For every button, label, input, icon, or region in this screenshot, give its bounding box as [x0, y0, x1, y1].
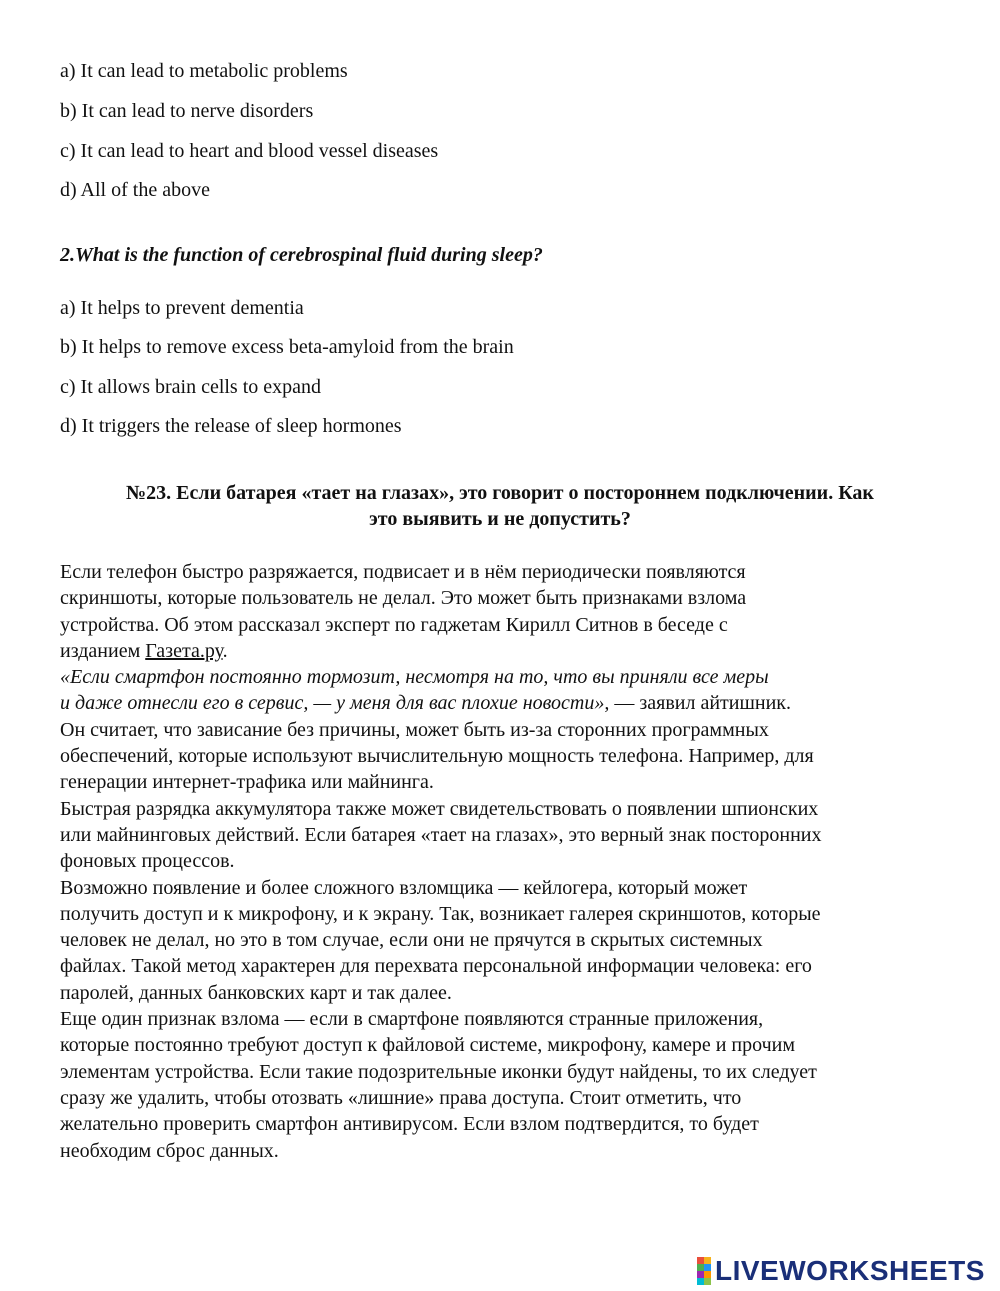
article-line: Еще один признак взлома — если в смартфоне появляются странные приложения,: [60, 1008, 764, 1031]
article-line: паролей, данных банковских карт и так далее.: [60, 981, 452, 1004]
q2-option-d: d) It triggers the release of sleep hormones: [60, 415, 402, 437]
article-heading-line1: №23. Если батарея «тает на глазах», это говорит о постороннем подключении. Как: [126, 482, 874, 504]
q1-option-a: a) It can lead to metabolic problems: [60, 60, 348, 82]
quote-line: «Если смартфон постоянно тормозит, несмотря на то, что вы приняли все меры: [60, 666, 769, 689]
logo-square: [697, 1271, 704, 1278]
logo-square: [704, 1271, 711, 1278]
article-line: Если телефон быстро разряжается, подвисает и в нём периодически появляются: [60, 561, 746, 583]
article-line: обеспечений, которые используют вычислительную мощность телефона. Например, для: [60, 745, 814, 768]
quote-line-with-attribution: [60, 690, 960, 716]
question-2-title: 2.What is the function of cerebrospinal fluid during sleep?: [60, 244, 543, 266]
logo-text: LIVEWORKSHEETS: [715, 1255, 985, 1286]
quote-attribution: — заявил айтишник.: [609, 692, 792, 715]
article-body: [60, 559, 960, 1164]
article-line: получить доступ и к микрофону, и к экрану. Так, возникает галерея скриншотов, которые: [60, 902, 821, 925]
article-heading-line2: это выявить и не допустить?: [369, 508, 631, 530]
q1-option-d: d) All of the above: [60, 179, 210, 201]
logo-square: [697, 1257, 704, 1264]
article-line: генерации интернет-трафика или майнинга.: [60, 771, 434, 794]
article-line: желательно проверить смартфон антивирусом. Если взлом подтвердится, то будет: [60, 1113, 759, 1136]
article-line: Быстрая разрядка аккумулятора также может свидетельствовать о появлении шпионских: [60, 797, 819, 820]
q2-option-c: c) It allows brain cells to expand: [60, 376, 322, 398]
logo-square: [704, 1264, 711, 1271]
article-line: изданием: [60, 639, 146, 662]
liveworksheets-logo[interactable]: [697, 1255, 985, 1287]
q1-option-c: c) It can lead to heart and blood vessel diseases: [60, 140, 439, 162]
gazeta-ru-link[interactable]: Газета.ру: [145, 639, 223, 662]
q2-option-a: a) It helps to prevent dementia: [60, 297, 304, 319]
logo-square: [697, 1264, 704, 1271]
article-line-with-link: [60, 638, 960, 664]
article-line: Он считает, что зависание без причины, может быть из-за сторонних программных: [60, 718, 769, 741]
article-line: элементам устройства. Если такие подозрительные иконки будут найдены, то их следует: [60, 1060, 817, 1083]
article-line: устройства. Об этом рассказал эксперт по гаджетам Кирилл Ситнов в беседе с: [60, 613, 728, 636]
article-line: человек не делал, но это в том случае, если они не прячутся в скрытых системных: [60, 929, 763, 952]
liveworksheets-logo-icon: [697, 1257, 711, 1285]
article-line: скриншоты, которые пользователь не делал. Это может быть признаками взлома: [60, 587, 747, 610]
article-line: которые постоянно требуют доступ к файловой системе, микрофону, камере и прочим: [60, 1034, 796, 1057]
q1-option-b: b) It can lead to nerve disorders: [60, 100, 314, 122]
article-line: или майнинговых действий. Если батарея «тает на глазах», это верный знак посторонних: [60, 823, 822, 846]
logo-square: [697, 1278, 704, 1285]
q2-option-b: b) It helps to remove excess beta-amyloid from the brain: [60, 336, 514, 358]
article-line: файлах. Такой метод характерен для перехвата персональной информации человека: его: [60, 955, 812, 978]
article-line: фоновых процессов.: [60, 850, 235, 873]
article-line: Возможно появление и более сложного взломщика — кейлогера, который может: [60, 876, 748, 899]
article-line: сразу же удалить, чтобы отозвать «лишние» права доступа. Стоит отметить, что: [60, 1086, 742, 1109]
logo-square: [704, 1278, 711, 1285]
article-line: необходим сброс данных.: [60, 1139, 279, 1162]
logo-square: [704, 1257, 711, 1264]
link-punctuation: .: [222, 639, 228, 662]
quote-line: и даже отнесли его в сервис, — у меня для вас плохие новости»,: [60, 692, 610, 715]
